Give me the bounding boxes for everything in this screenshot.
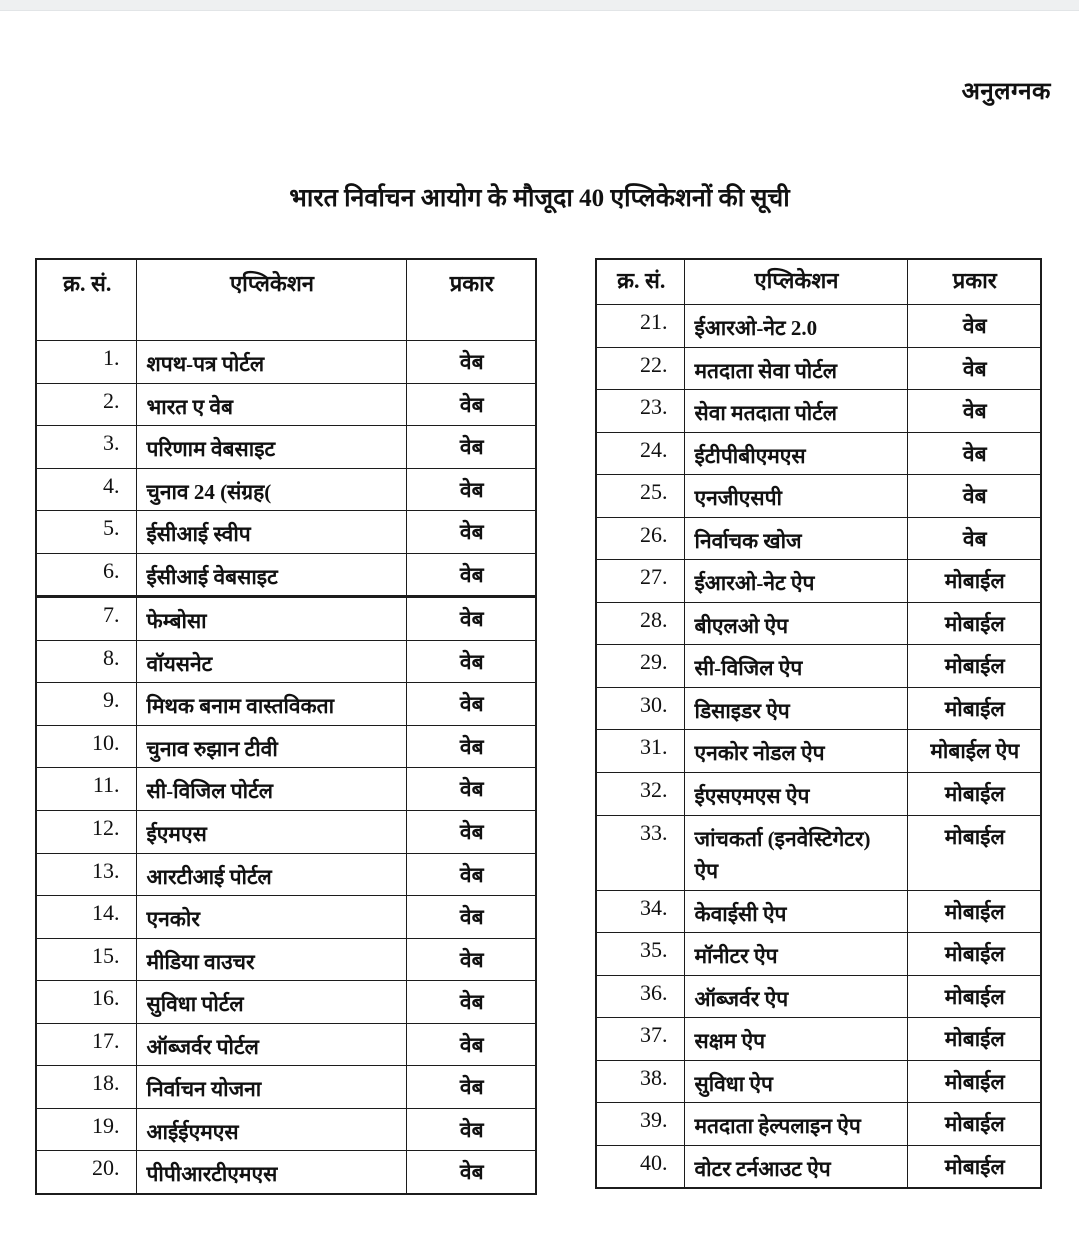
application-cell: डिसाइडर ऐप: [684, 687, 907, 730]
serial-cell: 7.: [36, 597, 136, 641]
type-cell: वेब: [907, 432, 1041, 475]
application-cell: आईईएमएस: [136, 1108, 406, 1151]
application-cell: मॉनीटर ऐप: [684, 933, 907, 976]
type-cell: वेब: [907, 390, 1041, 433]
serial-cell: 39.: [596, 1103, 684, 1146]
application-cell: भारत ए वेब: [136, 383, 406, 426]
table-row: [596, 773, 1041, 816]
type-cell: मोबाईल: [907, 602, 1041, 645]
type-cell: मोबाईल: [907, 1018, 1041, 1061]
type-cell: मोबाईल: [907, 687, 1041, 730]
application-cell: सुविधा ऐप: [684, 1060, 907, 1103]
serial-cell: 18.: [36, 1066, 136, 1109]
application-cell: जांचकर्ता (इनवेस्टिगेटर) ऐप: [684, 815, 907, 890]
application-cell: केवाईसी ऐप: [684, 890, 907, 933]
serial-cell: 3.: [36, 426, 136, 469]
col-header-serial: क्र. सं.: [596, 259, 684, 305]
type-cell: वेब: [907, 305, 1041, 348]
table-row: [596, 975, 1041, 1018]
table-row: [36, 768, 536, 811]
serial-cell: 20.: [36, 1151, 136, 1194]
table-row: [36, 341, 536, 384]
application-cell: ईएमएस: [136, 811, 406, 854]
table-row: [596, 687, 1041, 730]
serial-cell: 1.: [36, 341, 136, 384]
type-cell: वेब: [406, 383, 536, 426]
application-cell: चुनाव रुझान टीवी: [136, 725, 406, 768]
table-header-row: [596, 259, 1041, 305]
serial-cell: 6.: [36, 553, 136, 597]
application-cell: एनकोर: [136, 896, 406, 939]
application-cell: सुविधा पोर्टल: [136, 981, 406, 1024]
table-row: [596, 347, 1041, 390]
application-cell: मतदाता हेल्पलाइन ऐप: [684, 1103, 907, 1146]
col-header-application: एप्लिकेशन: [684, 259, 907, 305]
table-row: [36, 896, 536, 939]
table-row: [596, 645, 1041, 688]
col-header-type: प्रकार: [406, 259, 536, 341]
type-cell: मोबाईल: [907, 1060, 1041, 1103]
serial-cell: 24.: [596, 432, 684, 475]
application-cell: सेवा मतदाता पोर्टल: [684, 390, 907, 433]
serial-cell: 26.: [596, 517, 684, 560]
type-cell: मोबाईल: [907, 815, 1041, 890]
type-cell: वेब: [406, 511, 536, 554]
table-row: [36, 640, 536, 683]
table-row: [596, 1145, 1041, 1188]
table-row: [36, 1151, 536, 1194]
application-cell: वोटर टर्नआउट ऐप: [684, 1145, 907, 1188]
serial-cell: 32.: [596, 773, 684, 816]
table-row: [36, 981, 536, 1024]
annexure-label: अनुलग्नक: [961, 79, 1051, 105]
apps-table-1-20: [35, 258, 537, 1195]
viewer-top-edge: [0, 0, 1079, 11]
application-cell: ऑब्जर्वर ऐप: [684, 975, 907, 1018]
table-row: [596, 1060, 1041, 1103]
serial-cell: 21.: [596, 305, 684, 348]
type-cell: वेब: [406, 468, 536, 511]
type-cell: वेब: [406, 683, 536, 726]
serial-cell: 33.: [596, 815, 684, 890]
application-cell: मीडिया वाउचर: [136, 938, 406, 981]
application-cell: ईआरओ-नेट ऐप: [684, 560, 907, 603]
application-cell: मतदाता सेवा पोर्टल: [684, 347, 907, 390]
serial-cell: 38.: [596, 1060, 684, 1103]
type-cell: वेब: [406, 938, 536, 981]
type-cell: मोबाईल ऐप: [907, 730, 1041, 773]
serial-cell: 5.: [36, 511, 136, 554]
serial-cell: 16.: [36, 981, 136, 1024]
serial-cell: 17.: [36, 1023, 136, 1066]
serial-cell: 10.: [36, 725, 136, 768]
table-row: [596, 890, 1041, 933]
type-cell: वेब: [907, 475, 1041, 518]
type-cell: वेब: [907, 347, 1041, 390]
table-row: [36, 468, 536, 511]
type-cell: वेब: [406, 597, 536, 641]
application-cell: परिणाम वेबसाइट: [136, 426, 406, 469]
type-cell: वेब: [406, 553, 536, 597]
application-cell: शपथ-पत्र पोर्टल: [136, 341, 406, 384]
table-row: [596, 517, 1041, 560]
type-cell: वेब: [406, 426, 536, 469]
type-cell: मोबाईल: [907, 560, 1041, 603]
tables-container: [35, 258, 1042, 1195]
type-cell: मोबाईल: [907, 1145, 1041, 1188]
serial-cell: 14.: [36, 896, 136, 939]
type-cell: वेब: [406, 725, 536, 768]
table-header-row: [36, 259, 536, 341]
type-cell: मोबाईल: [907, 645, 1041, 688]
table-row: [596, 933, 1041, 976]
serial-cell: 23.: [596, 390, 684, 433]
table-row: [596, 730, 1041, 773]
col-header-application: एप्लिकेशन: [136, 259, 406, 341]
type-cell: वेब: [406, 1066, 536, 1109]
table-row: [36, 511, 536, 554]
type-cell: वेब: [406, 341, 536, 384]
type-cell: वेब: [406, 896, 536, 939]
application-cell: सी-विजिल ऐप: [684, 645, 907, 688]
application-cell: ईसीआई वेबसाइट: [136, 553, 406, 597]
application-cell: ईटीपीबीएमएस: [684, 432, 907, 475]
application-cell: सी-विजिल पोर्टल: [136, 768, 406, 811]
table-row: [36, 811, 536, 854]
serial-cell: 15.: [36, 938, 136, 981]
serial-cell: 29.: [596, 645, 684, 688]
type-cell: मोबाईल: [907, 933, 1041, 976]
serial-cell: 34.: [596, 890, 684, 933]
application-cell: बीएलओ ऐप: [684, 602, 907, 645]
serial-cell: 22.: [596, 347, 684, 390]
table-row: [36, 853, 536, 896]
table-row: [596, 432, 1041, 475]
table-row: [596, 560, 1041, 603]
table-row: [36, 553, 536, 597]
table-row: [596, 602, 1041, 645]
application-cell: ईएसएमएस ऐप: [684, 773, 907, 816]
type-cell: वेब: [406, 1151, 536, 1194]
application-cell: ईआरओ-नेट 2.0: [684, 305, 907, 348]
type-cell: मोबाईल: [907, 890, 1041, 933]
table-row: [596, 305, 1041, 348]
application-cell: आरटीआई पोर्टल: [136, 853, 406, 896]
application-cell: निर्वाचक खोज: [684, 517, 907, 560]
application-cell: चुनाव 24 (संग्रह(: [136, 468, 406, 511]
apps-table-21-40: [595, 258, 1042, 1189]
serial-cell: 36.: [596, 975, 684, 1018]
table-row: [36, 426, 536, 469]
type-cell: वेब: [406, 1023, 536, 1066]
serial-cell: 19.: [36, 1108, 136, 1151]
col-header-type: प्रकार: [907, 259, 1041, 305]
serial-cell: 40.: [596, 1145, 684, 1188]
serial-cell: 28.: [596, 602, 684, 645]
serial-cell: 37.: [596, 1018, 684, 1061]
col-header-serial: क्र. सं.: [36, 259, 136, 341]
application-cell: फेम्बोसा: [136, 597, 406, 641]
table-row: [36, 383, 536, 426]
table-row: [596, 1018, 1041, 1061]
application-cell: सक्षम ऐप: [684, 1018, 907, 1061]
serial-cell: 25.: [596, 475, 684, 518]
table-row: [596, 475, 1041, 518]
serial-cell: 9.: [36, 683, 136, 726]
type-cell: मोबाईल: [907, 1103, 1041, 1146]
serial-cell: 13.: [36, 853, 136, 896]
table-row: [36, 938, 536, 981]
application-cell: पीपीआरटीएमएस: [136, 1151, 406, 1194]
table-row: [36, 1108, 536, 1151]
serial-cell: 11.: [36, 768, 136, 811]
table-row: [596, 815, 1041, 890]
serial-cell: 4.: [36, 468, 136, 511]
application-cell: एनजीएसपी: [684, 475, 907, 518]
application-cell: निर्वाचन योजना: [136, 1066, 406, 1109]
table-row: [596, 1103, 1041, 1146]
serial-cell: 2.: [36, 383, 136, 426]
type-cell: वेब: [406, 1108, 536, 1151]
application-cell: एनकोर नोडल ऐप: [684, 730, 907, 773]
application-cell: ईसीआई स्वीप: [136, 511, 406, 554]
serial-cell: 8.: [36, 640, 136, 683]
type-cell: मोबाईल: [907, 773, 1041, 816]
table-row: [36, 683, 536, 726]
application-cell: ऑब्जर्वर पोर्टल: [136, 1023, 406, 1066]
application-cell: वॉयसनेट: [136, 640, 406, 683]
serial-cell: 31.: [596, 730, 684, 773]
type-cell: मोबाईल: [907, 975, 1041, 1018]
serial-cell: 12.: [36, 811, 136, 854]
table-row: [36, 1066, 536, 1109]
page-title: भारत निर्वाचन आयोग के मौजूदा 40 एप्लिकेशनों की सूची: [289, 185, 790, 212]
serial-cell: 35.: [596, 933, 684, 976]
type-cell: वेब: [406, 853, 536, 896]
application-cell: मिथक बनाम वास्तविकता: [136, 683, 406, 726]
type-cell: वेब: [406, 640, 536, 683]
table-row: [36, 1023, 536, 1066]
serial-cell: 30.: [596, 687, 684, 730]
type-cell: वेब: [406, 981, 536, 1024]
type-cell: वेब: [406, 768, 536, 811]
type-cell: वेब: [907, 517, 1041, 560]
table-row: [596, 390, 1041, 433]
table-row: [36, 725, 536, 768]
serial-cell: 27.: [596, 560, 684, 603]
type-cell: वेब: [406, 811, 536, 854]
table-row: [36, 597, 536, 641]
